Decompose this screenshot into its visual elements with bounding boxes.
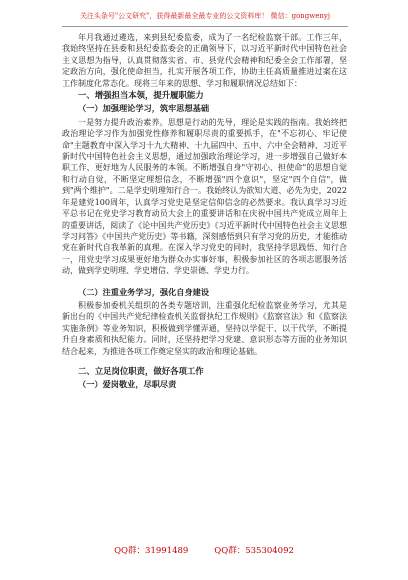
paragraph-gap — [62, 357, 347, 365]
subsection-1-heading: （一）加强理论学习，筑牢思想基础 — [78, 103, 210, 114]
paragraph-gap — [62, 277, 347, 285]
subsection-1-paragraph: 一是努力提升政治素养。思想是行动的先导，理论是实践的指南。我始终把政治理论学习作为加强党性修养和履职尽责的重要抓手，在"不忘初心、牢记使命"主题教育中深入学习十九大精神、十九届四中、五中、六中全会精神、习近平新时代中国特色社会主义思想，通过加强政治理论学习，进一步增强自己做好本职工作、更好地为人民服务的本领。不断增强自身"守初心、担使命"的思想自觉和行动自觉，不断坚定理想信念，不断增强"四个意识"，坚定"四个自信"，做到"两个维护"。二是学史明理知行合一。我始终认为欲知大道、必先为史，2022年是建党100周年，认真学习党史是坚定信仰信念的必然要求。我认真学习习近平总书记在党史学习教育动员大会上的重要讲话和在庆祝中国共产党成立周年上的重要讲话，阅读了《论中国共产党历史》《习近平新时代中国特色社会主义思想学习问答》《中国共产党历史》等书籍，深刻感悟到只有学习党的历史，才能推动党在新时代自我革新的真理。在深入学习党史的同时，我坚持学思践悟、知行合一，用党史学习成果更好地为群众办实事好事，积极参加社区的各项志愿服务活动，做到学史明理、学史增信、学史崇德、学史力行。 — [62, 117, 347, 276]
footer-qq-group-2: QQ群：535304092 — [214, 546, 294, 556]
footer-qq-group-1: QQ群：31991489 — [114, 546, 189, 556]
header-banner: 关注头条号"公文研究"，获得最新最全最专业的公文资料库！ 微信：gongwenyj — [79, 12, 331, 20]
intro-paragraph: 年月我通过遴选，来到县纪委监委，成为了一名纪检监察干部。工作三年，我始终坚持在县委和县纪委监委会的正确领导下，以习近平新时代中国特色社会主义思想为指导，认真贯彻落实省、市、县党代会精神和纪委全会工作部署，坚定政治方向，强化使命担当，扎实开展各项工作，协助主任高质量推进过案在这工作制度化常态化。现将三年来的思想、学习和履职情况总结如下： — [62, 33, 347, 88]
footer-contact — [0, 544, 408, 556]
subsection-2-paragraph: 积极参加委机关组织的各类专题培训，注重强化纪检监察业务学习，尤其是新出台的《中国共产党纪律检查机关监督执纪工作规则》《监察官法》和《监察法实施条例》等业务知识，积极做到学懂弄通，坚持以学促干、以干代学，不断提升自身素质和执纪能力。同时，还坚持把学习党建、意识形态等方面的业务知识结合起来，为推进各项工作奠定坚实的政治和理论基础。 — [62, 300, 347, 356]
section-2-heading: 二、立足岗位职责，做好各项工作 — [78, 365, 204, 376]
section-1-heading: 一、增强担当本领，提升履职能力 — [78, 90, 204, 101]
header-divider — [62, 26, 348, 27]
document-body — [62, 32, 347, 537]
subsection-3-heading: （一）爱岗敬业，尽职尽责 — [78, 379, 177, 390]
subsection-2-heading: （二）注重业务学习，强化自身建设 — [78, 286, 210, 297]
